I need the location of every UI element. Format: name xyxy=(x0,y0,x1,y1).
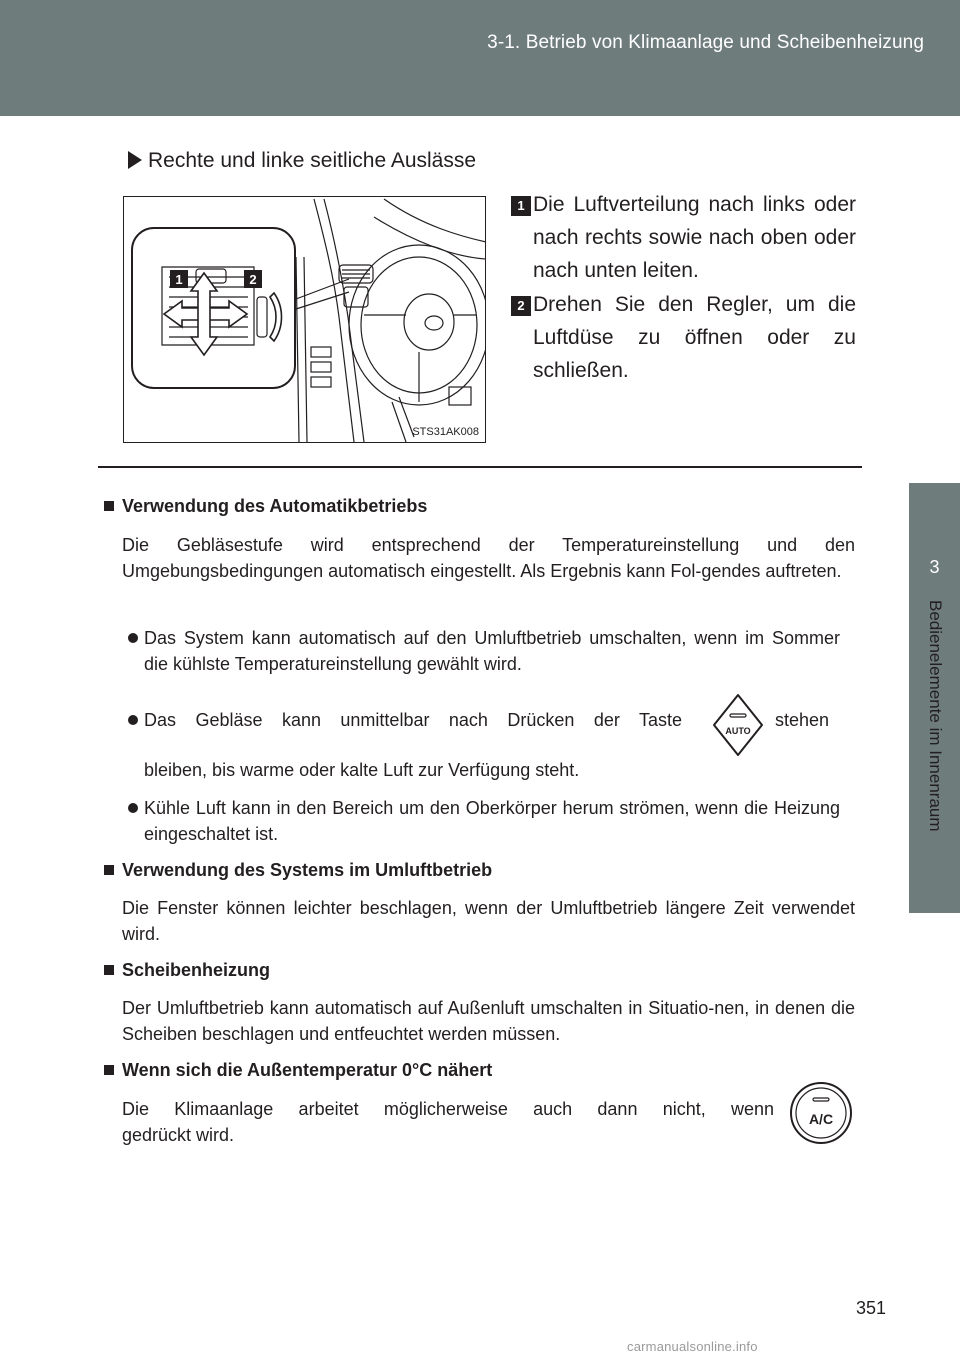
bullet-blower-stop-line-2: bleiben, bis warme oder kalte Luft zur Verfügung steht. xyxy=(144,760,580,780)
vent-illustration xyxy=(123,196,486,443)
bullet-blower-stop: Das Gebläse kann unmittelbar nach Drücken der Taste xyxy=(128,707,840,733)
triangle-marker-icon xyxy=(128,151,142,169)
step-1-text: Die Luftverteilung nach links oder nach rechts sowie nach oben oder nach unten leiten. xyxy=(533,193,856,282)
auto-button-icon xyxy=(710,692,766,763)
step-2-text: Drehen Sie den Regler, um die Luftdüse zu öffnen oder zu schließen. xyxy=(533,293,856,382)
bullet-recirculation-summer: Das System kann automatisch auf den Umluftbetrieb umschalten, wenn im Sommer die kühlste Temperatureinstellung gewählt wird. xyxy=(128,625,840,677)
note-text-outside-temp-line-2: gedrückt wird. xyxy=(122,1125,235,1145)
watermark: carmanualsonline.info xyxy=(627,1339,758,1354)
chapter-label: Bedienelemente im Innenraum xyxy=(926,600,945,832)
square-bullet-icon xyxy=(104,965,114,975)
note-heading-recirculation: Verwendung des Systems im Umluftbetrieb xyxy=(104,860,492,881)
chapter-label-wrap xyxy=(909,600,960,930)
bullet-dot-icon xyxy=(128,715,138,725)
step-2-number: 2 xyxy=(511,296,531,316)
note-text-outside-temp-line-1: Die Klimaanlage arbeitet möglicherweise auch dann nicht, wenn xyxy=(122,1099,774,1119)
note-text-recirculation: Die Fenster können leichter beschlagen, wenn der Umluftbetrieb längere Zeit verwendet wird. xyxy=(122,898,855,944)
ac-button-icon xyxy=(786,1080,856,1151)
note-text-defogger: Der Umluftbetrieb kann automatisch auf Außenluft umschalten in Situatio-nen, in denen die Scheiben beschlagen und entfeuchtet werden müssen. xyxy=(122,998,855,1044)
divider-rule xyxy=(98,466,862,468)
page-number: 351 xyxy=(855,1298,886,1318)
note-text-auto: Die Gebläsestufe wird entsprechend der Temperatureinstellung und den Umgebungsbedingungen automatisch eingestellt. Als Ergebnis kann Fol-gendes auftreten. xyxy=(122,535,855,581)
header-title: 3-1. Betrieb von Klimaanlage und Scheibenheizung xyxy=(487,32,924,53)
section-heading xyxy=(128,149,476,173)
callout-2: 2 xyxy=(249,272,257,287)
square-bullet-icon xyxy=(104,501,114,511)
dashboard-vent-drawing xyxy=(124,197,486,443)
bullet-blower-stop-end: stehen xyxy=(775,710,830,730)
header-band xyxy=(0,0,960,116)
note-heading-defogger: Scheibenheizung xyxy=(104,960,270,981)
chapter-number: 3 xyxy=(929,557,940,577)
square-bullet-icon xyxy=(104,865,114,875)
bullet-dot-icon xyxy=(128,633,138,643)
note-heading-auto: Verwendung des Automatikbetriebs xyxy=(104,496,427,517)
note-heading-outside-temp: Wenn sich die Außentemperatur 0°C nähert xyxy=(104,1060,492,1081)
section-heading-text: Rechte und linke seitliche Auslässe xyxy=(148,149,477,172)
square-bullet-icon xyxy=(104,1065,114,1075)
step-1-number: 1 xyxy=(511,196,531,216)
callout-1: 1 xyxy=(175,272,183,287)
bullet-dot-icon xyxy=(128,803,138,813)
auto-button-label: AUTO xyxy=(725,726,751,736)
figure-code: STS31AK008 xyxy=(412,426,479,438)
ac-button-label: A/C xyxy=(808,1111,834,1127)
bullet-cool-air: Kühle Luft kann in den Bereich um den Oberkörper herum strömen, wenn die Heizung eingeschaltet ist. xyxy=(128,795,840,847)
